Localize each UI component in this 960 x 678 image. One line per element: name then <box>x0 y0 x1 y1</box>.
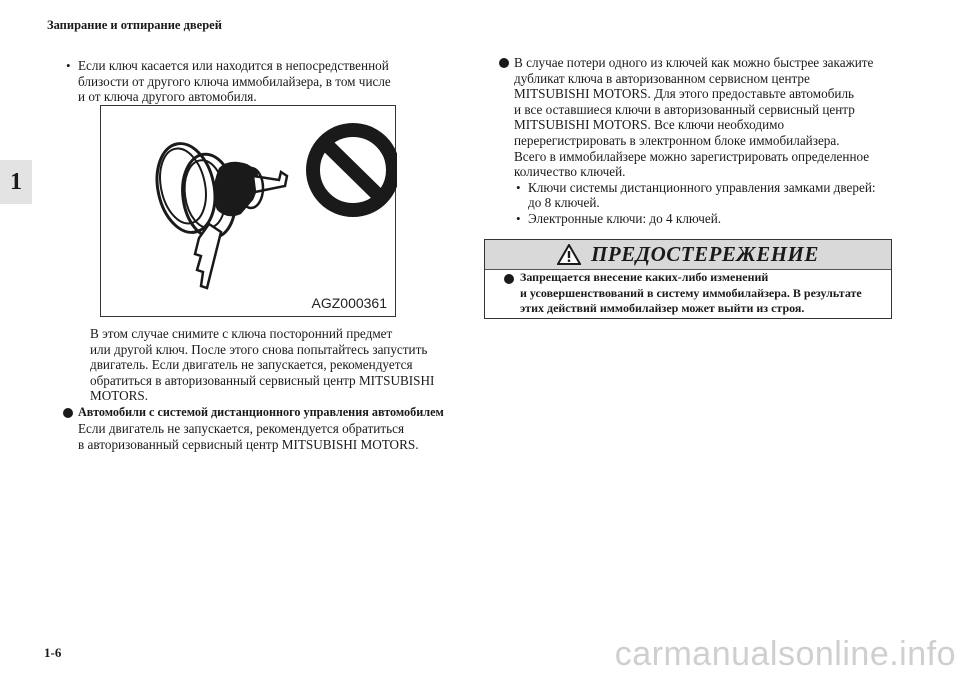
figure-code: AGZ000361 <box>311 295 387 311</box>
text-line: Если двигатель не запускается, рекомендуется обратиться <box>78 421 405 436</box>
bullet-marker: • <box>516 211 521 226</box>
watermark: carmanualsonline.info <box>614 635 956 673</box>
intro-line: Если ключ касается или находится в непосредственной <box>78 58 389 73</box>
intro-line: и от ключа другого автомобиля. <box>78 89 257 105</box>
page-number: 1-6 <box>44 645 62 660</box>
warning-triangle-icon <box>557 244 581 265</box>
text-line: двигатель. Если двигатель не запускается, рекомендуется <box>90 357 413 373</box>
text-line: в авторизованный сервисный центр MITSUBISHI MOTORS. <box>78 436 419 452</box>
intro-line: близости от другого ключа иммобилайзера, в том числе <box>78 73 391 89</box>
warning-line: этих действий иммобилайзер может выйти из строя. <box>520 301 805 315</box>
text-line: или другой ключ. После этого снова попытайтесь запустить <box>90 341 428 357</box>
warning-box <box>484 239 892 319</box>
text-line: количество ключей. <box>514 164 626 180</box>
warning-header <box>485 240 891 270</box>
circle-bullet <box>499 58 509 68</box>
circle-bullet <box>63 408 73 418</box>
bullet-marker: • <box>516 179 521 195</box>
chapter-tab <box>0 160 32 204</box>
bullet-line: Электронные ключи: до 4 ключей. <box>528 211 722 226</box>
key-ring-prohibited-icon <box>101 106 397 318</box>
warning-line: и усовершенствований в систему иммобилайзера. В результате <box>520 285 862 300</box>
warning-title: ПРЕДОСТЕРЕЖЕНИЕ <box>591 242 819 266</box>
warning-text <box>520 270 862 317</box>
bullet-marker: • <box>66 58 71 73</box>
text-line: и все оставшиеся ключи в авторизованный сервисный центр <box>514 101 855 117</box>
key-illustration <box>100 105 396 317</box>
text-line: обратиться в авторизованный сервисный центр MITSUBISHI <box>90 372 435 388</box>
chapter-number: 1 <box>10 168 22 195</box>
text-line: В этом случае снимите с ключа посторонний предмет <box>90 326 393 341</box>
text-line: перерегистрировать в электронном блоке иммобилайзера. <box>514 133 840 148</box>
text-line: MITSUBISHI MOTORS. Все ключи необходимо <box>514 117 785 133</box>
section-header: Запирание и отпирание дверей <box>47 18 222 32</box>
warning-line: Запрещается внесение каких-либо изменений <box>520 270 769 284</box>
text-line: Всего в иммобилайзере можно зарегистрировать определенное <box>514 148 870 164</box>
text-line: дубликат ключа в авторизованном сервисном центре <box>514 70 810 86</box>
text-line: MITSUBISHI MOTORS. Для этого предоставьте автомобиль <box>514 86 855 102</box>
circle-bullet <box>504 274 514 284</box>
remote-heading: Автомобили с системой дистанционного управления автомобилем <box>78 405 444 419</box>
bullet-line: до 8 ключей. <box>528 195 600 211</box>
text-line: MOTORS. <box>90 388 149 404</box>
bullet-line: Ключи системы дистанционного управления замками дверей: <box>528 179 876 195</box>
text-line: В случае потери одного из ключей как можно быстрее закажите <box>514 55 874 70</box>
